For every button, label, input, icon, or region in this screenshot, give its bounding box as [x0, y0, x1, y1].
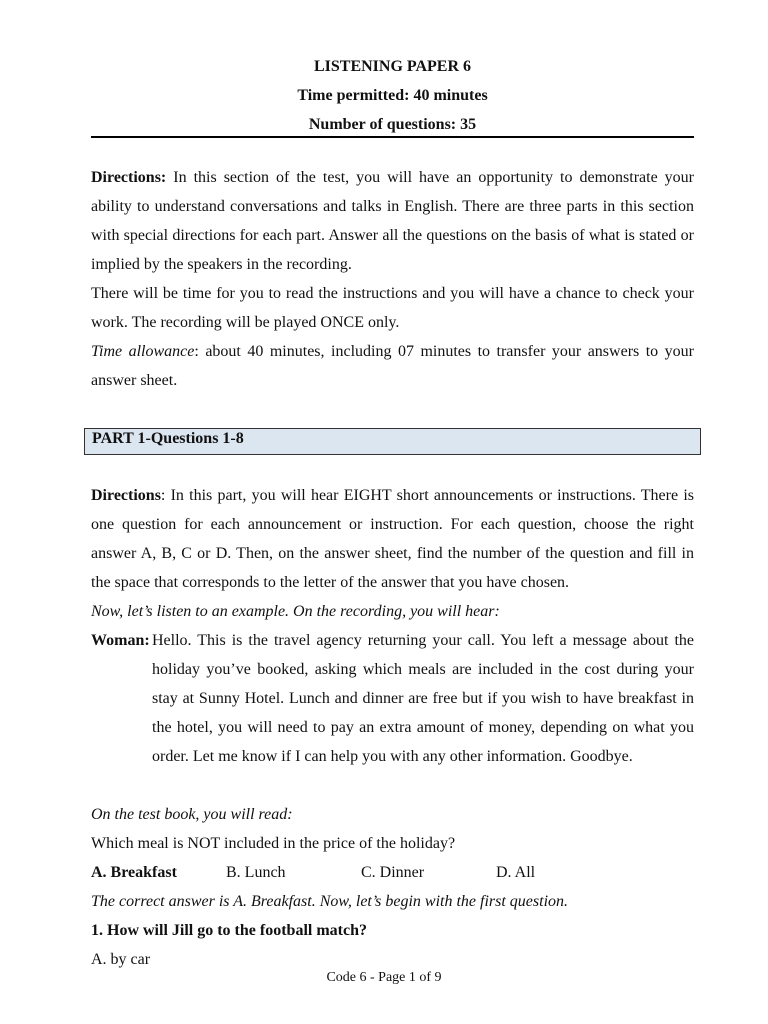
option-b: B. Lunch — [226, 864, 286, 881]
question-1: 1. How will Jill go to the football match? — [91, 922, 367, 939]
intro-directions-label: Directions: — [91, 169, 167, 186]
speaker-label: Woman: — [91, 632, 150, 649]
example-question: Which meal is NOT included in the price of the holiday? — [91, 835, 456, 852]
page-footer: Code 6 - Page 1 of 9 — [326, 970, 442, 985]
correct-answer-note: The correct answer is A. Breakfast. Now, let’s begin with the first question. — [91, 893, 569, 910]
option-d: D. All — [496, 864, 536, 881]
speaker-text: Hello. This is the travel agency returning your call. You left a message about the holiday you’ve booked, asking which meals are included in the cost during your stay at Sunny Hotel. Lunch and dinner are free but if you wish to have breakfast in the hotel, you will need to pay an extra amount of money, depending on what you order. Let me know if I can help you with any other information. Goodbye. — [152, 632, 694, 765]
read-intro: On the test book, you will read: — [91, 806, 293, 823]
time-allowance-text: : about 40 minutes, including 07 minutes to transfer your answers to your answer sheet. — [91, 343, 695, 389]
intro-directions-text: In this section of the test, you will have an opportunity to demonstrate your ability to understand conversations and talks in English. There are three parts in this section with special directions for each part. Answer all the questions on the basis of what is stated or implied by the speakers in the recording. — [91, 169, 694, 273]
intro-time-allowance — [91, 337, 694, 395]
option-a: A. Breakfast — [91, 864, 177, 881]
part1-directions-label: Directions — [91, 487, 161, 504]
part1-directions-text: : In this part, you will hear EIGHT short announcements or instructions. There is one question for each announcement or instruction. For each question, choose the right answer A, B, C or D. Then, on the answer sheet, find the number of the question and fill in the space that corresponds to the letter of the answer that you have chosen. — [91, 487, 694, 591]
option-c: C. Dinner — [361, 864, 425, 881]
intro-time-note: There will be time for you to read the instructions and you will have a chance to check your work. The recording will be played ONCE only. — [91, 285, 694, 331]
question-1-option-a: A. by car — [91, 951, 151, 968]
time-permitted: Time permitted: 40 minutes — [297, 87, 488, 104]
number-of-questions: Number of questions: 35 — [308, 116, 477, 133]
time-allowance-label: Time allowance — [91, 343, 195, 360]
header-divider — [91, 136, 694, 138]
paper-title: LISTENING PAPER 6 — [313, 58, 472, 75]
intro-directions — [91, 163, 694, 279]
example-intro: Now, let’s listen to an example. On the recording, you will hear: — [91, 603, 500, 620]
part1-directions — [91, 481, 694, 597]
example-transcript — [91, 626, 694, 771]
part1-heading: PART 1-Questions 1-8 — [84, 428, 701, 455]
